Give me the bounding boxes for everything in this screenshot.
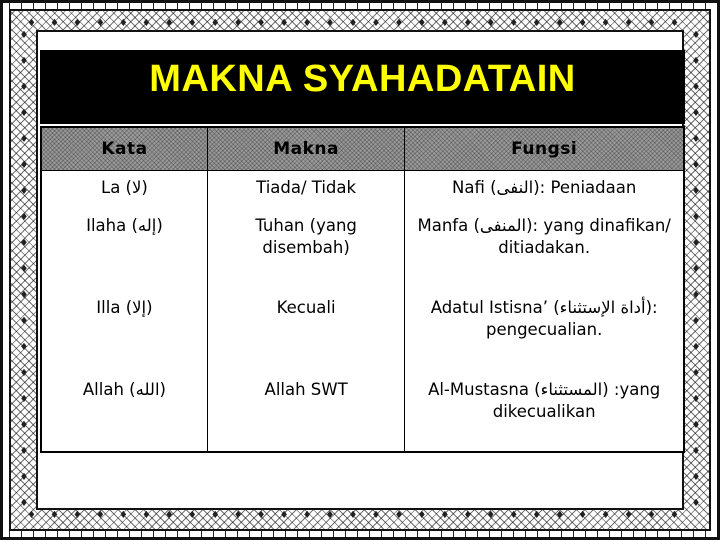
slide-title: MAKNA SYAHADATAIN <box>149 58 576 100</box>
header-makna: Makna <box>207 127 404 171</box>
title-banner <box>40 50 685 124</box>
header-kata: Kata <box>41 127 207 171</box>
cell-makna: Tiada/ Tidak <box>207 171 404 210</box>
makna-table <box>40 126 685 453</box>
border-glyphs-right: ♦ ♦ ♦ ♦ ♦ ♦ ♦ ♦ ♦ ♦ ♦ ♦ ♦ ♦ ♦ ♦ ♦ ♦ ♦ <box>691 30 701 509</box>
cell-makna: Kecuali <box>207 291 404 373</box>
header-fungsi: Fungsi <box>405 127 684 171</box>
cell-fungsi: Adatul Istisna’ (أداة الإستثناء): pengecualian. <box>405 291 684 373</box>
table-row <box>41 209 684 291</box>
table-row <box>41 373 684 452</box>
cell-kata: Allah (الله) <box>41 373 207 452</box>
cell-fungsi: Nafi (النفى): Peniadaan <box>405 171 684 210</box>
cell-kata: Ilaha (إله) <box>41 209 207 291</box>
cell-fungsi: Al-Mustasna (المستثناء) :yang dikecualikan <box>405 373 684 452</box>
cell-kata: La (لا) <box>41 171 207 210</box>
cell-fungsi: Manfa (المنفى): yang dinafikan/ ditiadakan. <box>405 209 684 291</box>
table-header-row <box>41 127 684 171</box>
border-glyphs-top: ♦♦♦♦♦♦♦♦♦♦♦♦♦♦♦♦♦♦♦♦♦♦♦♦♦♦♦♦♦ <box>27 18 693 29</box>
table-row <box>41 171 684 210</box>
table-row <box>41 291 684 373</box>
cell-kata: Illa (إلا) <box>41 291 207 373</box>
cell-makna: Tuhan (yang disembah) <box>207 209 404 291</box>
border-glyphs-left: ♦ ♦ ♦ ♦ ♦ ♦ ♦ ♦ ♦ ♦ ♦ ♦ ♦ ♦ ♦ ♦ ♦ ♦ ♦ <box>19 30 29 509</box>
cell-makna: Allah SWT <box>207 373 404 452</box>
border-glyphs-bottom: ♦♦♦♦♦♦♦♦♦♦♦♦♦♦♦♦♦♦♦♦♦♦♦♦♦♦♦♦♦ <box>27 510 693 521</box>
